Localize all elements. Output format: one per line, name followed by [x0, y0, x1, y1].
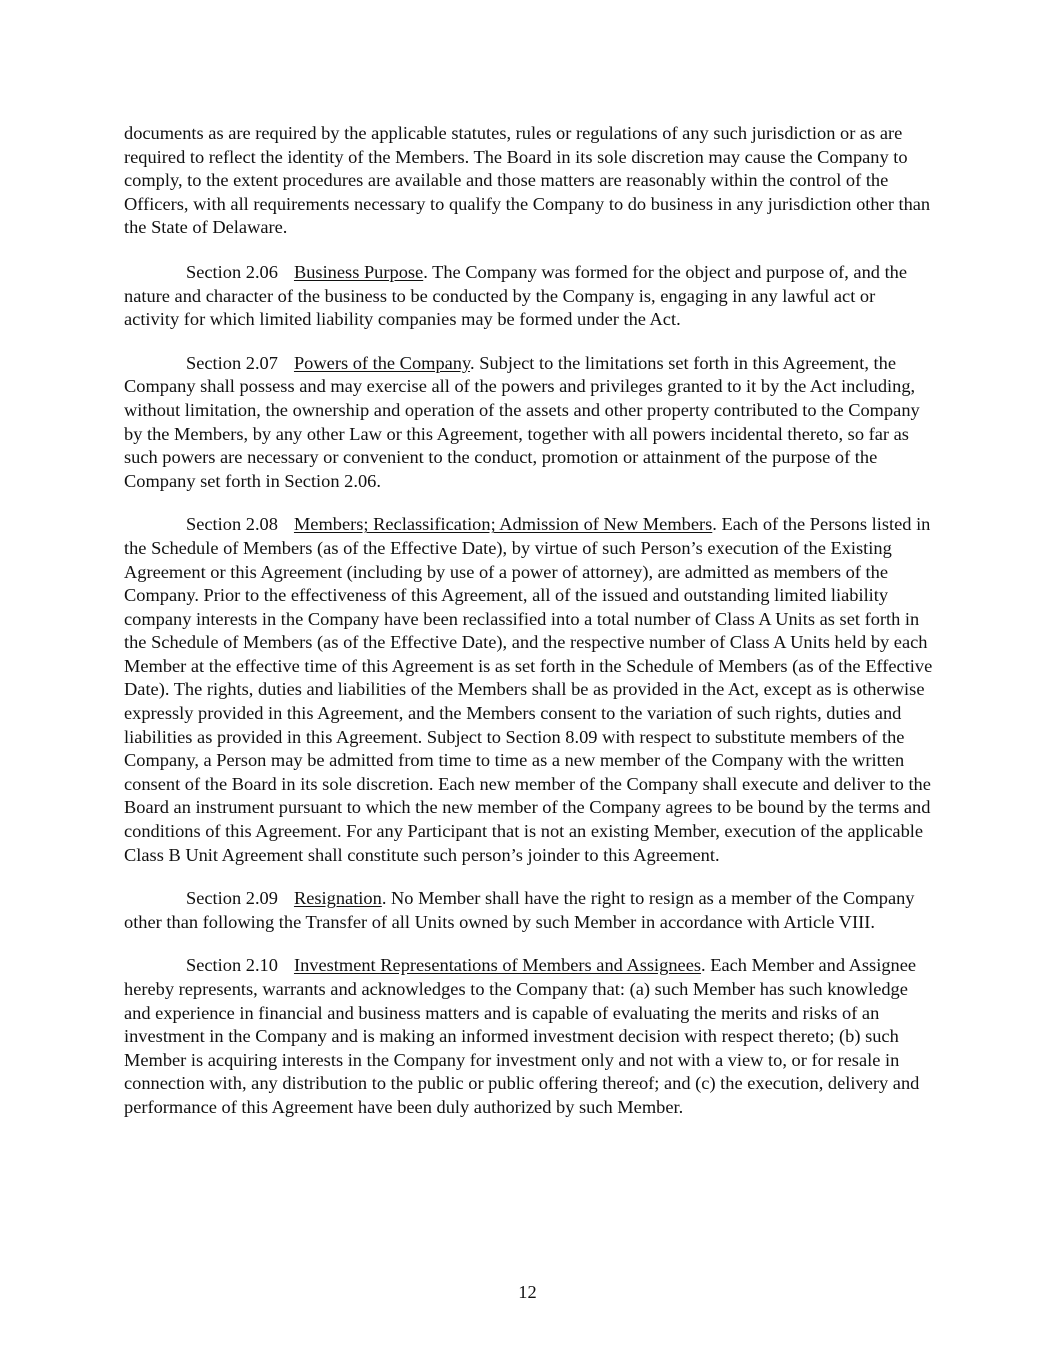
section-number: Section 2.07: [186, 352, 278, 373]
section-title: Investment Representations of Members and Assignees: [293, 955, 702, 976]
section-2-10: [124, 954, 934, 1119]
section-number: Section 2.06: [186, 261, 278, 282]
section-body: . Subject to the limitations set forth in this Agreement, the Company shall possess and may exercise all of the powers and privileges granted to it by the Act including, without limitation, the ownership and operation of the assets and other property contributed to the Company by the Members, by any other Law or this Agreement, together with all powers incidental thereto, so far as such powers are necessary or convenient to the conduct, promotion or attainment of the purpose of the Company set forth in Section 2.06.: [124, 352, 920, 491]
opening-paragraph: documents as are required by the applicable statutes, rules or regulations of any such jurisdiction or as are required to reflect the identity of the Members. The Board in its sole discretion may cause the Company to comply, to the extent procedures are available and those matters are reasonably within the control of the Officers, with all requirements necessary to qualify the Company to do business in any jurisdiction other than the State of Delaware.: [124, 123, 931, 238]
section-number: Section 2.08: [186, 514, 278, 535]
section-number: Section 2.09: [186, 888, 278, 909]
section-body: . No Member shall have the right to resign as a member of the Company other than following the Transfer of all Units owned by such Member in accordance with Article VIII.: [124, 888, 915, 932]
section-2-09: [124, 887, 934, 934]
page-number: 12: [518, 1282, 537, 1302]
section-body: . Each of the Persons listed in the Schedule of Members (as of the Effective Date), by virtue of such Person’s execution of the Existing Agreement or this Agreement (including by use of a power of attorney), are admitted as members of the Company. Prior to the effectiveness of this Agreement, all of the issued and outstanding limited liability company interests in the Company have been reclassified into a total number of Class A Units as set forth in the Schedule of Members (as of the Effective Date), and the respective number of Class A Units held by each Member at the effective time of this Agreement is as set forth in the Schedule of Members (as of the Effective Date). The rights, duties and liabilities of the Members shall be as provided in the Act, except as is otherwise expressly provided in this Agreement, and the Members consent to the variation of such rights, duties and liabilities as provided in this Agreement. Subject to Section 8.09 with respect to substitute members of the Company, a Person may be admitted from time to time as a new member of the Company with the written consent of the Board in its sole discretion. Each new member of the Company shall execute and deliver to the Board an instrument pursuant to which the new member of the Company agrees to be bound by the terms and conditions of this Agreement. For any Participant that is not an existing Member, execution of the applicable Class B Unit Agreement shall constitute such person’s joinder to this Agreement.: [124, 514, 933, 865]
section-title: Resignation: [293, 888, 382, 909]
section-title: Business Purpose: [293, 261, 424, 282]
section-2-08: [124, 513, 934, 867]
document-page: [124, 122, 934, 1140]
section-number: Section 2.10: [186, 955, 278, 976]
section-body: . Each Member and Assignee hereby represents, warrants and acknowledges to the Company that: (a) such Member has such knowledge and experience in financial and business matters and is capable of evaluating the merits and risks of an investment in the Company and is making an informed investment decision with respect thereto; (b) such Member is acquiring interests in the Company for investment only and not with a view to, or for resale in connection with, any distribution to the public or public offering thereof; and (c) the execution, delivery and performance of this Agreement have been duly authorized by such Member.: [124, 955, 920, 1117]
section-2-06: [124, 261, 934, 332]
section-2-07: [124, 352, 934, 494]
section-title: Powers of the Company: [293, 352, 471, 373]
section-body: . The Company was formed for the object and purpose of, and the nature and character of the business to be conducted by the Company is, engaging in any lawful act or activity for which limited liability companies may be formed under the Act.: [124, 261, 908, 330]
section-title: Members; Reclassification; Admission of New Members: [293, 514, 713, 535]
